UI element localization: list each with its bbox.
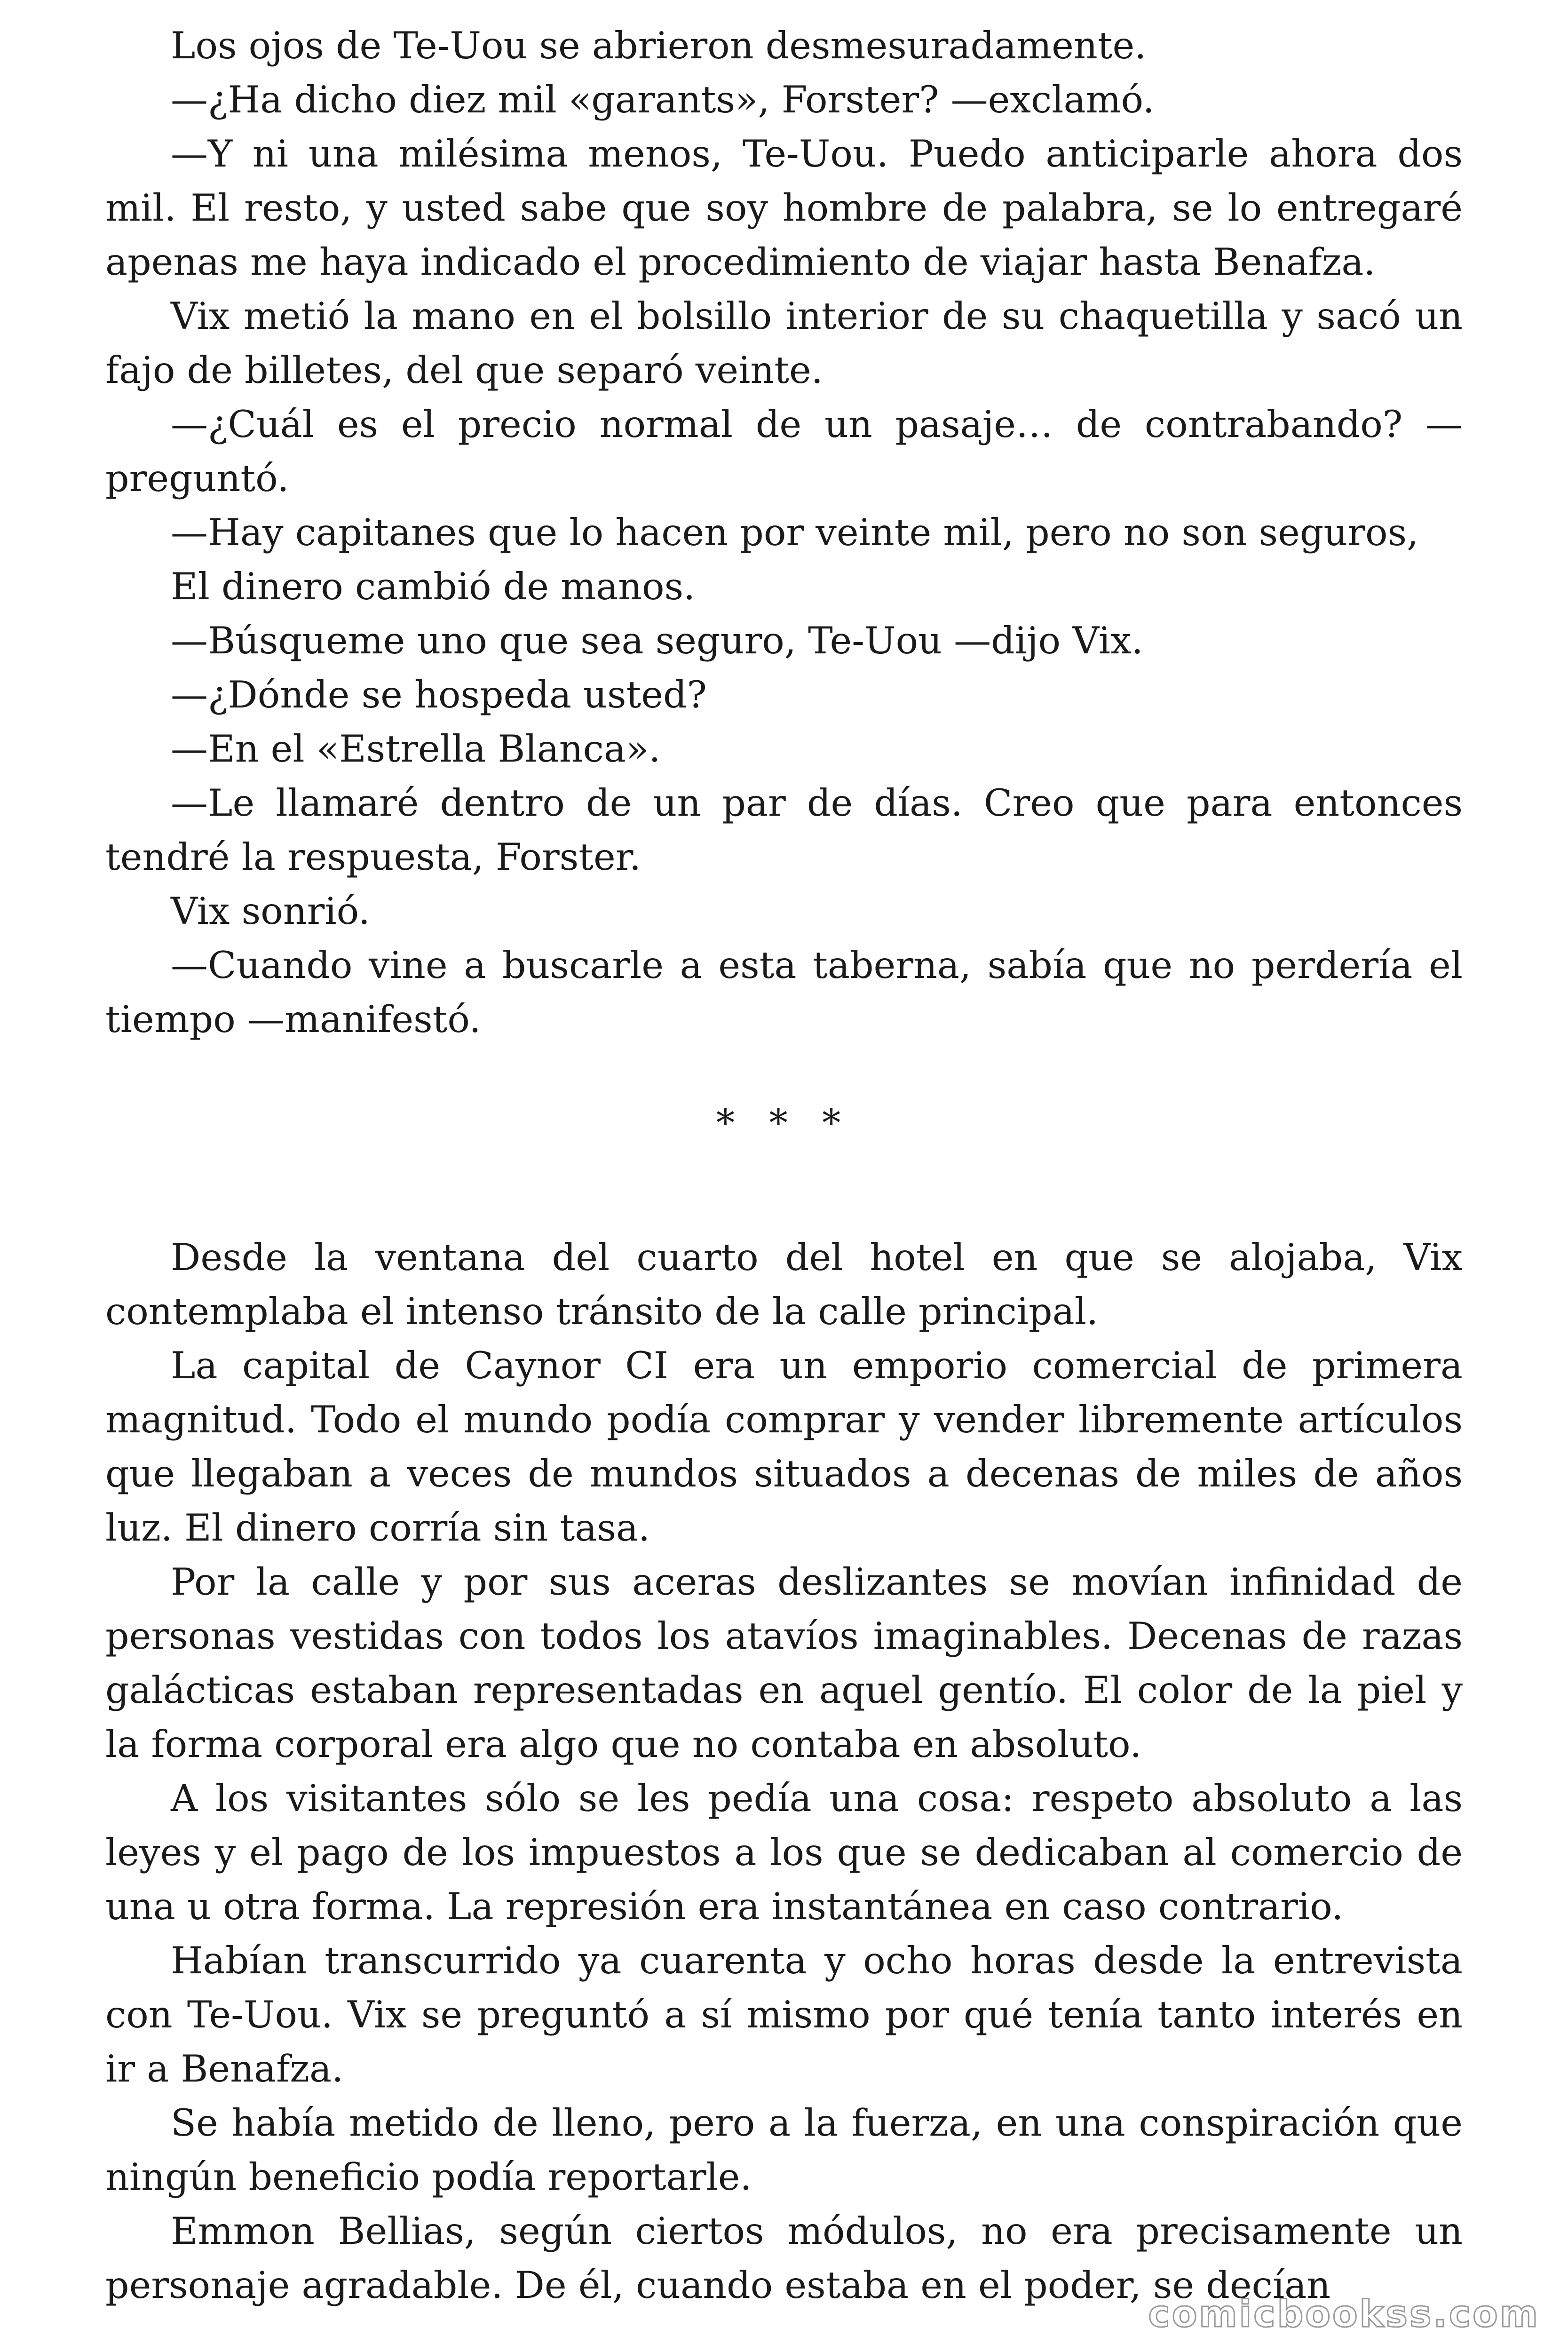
paragraph: La capital de Caynor CI era un emporio comercial de primera magnitud. Todo el mundo podía comprar y vender libremente artículos que llegaban a veces de mundos situados a decenas de miles de años luz. El dinero corría sin tasa. [105, 1344, 1463, 1549]
paragraph: Vix sonrió. [171, 890, 370, 933]
paragraph: El dinero cambió de manos. [171, 565, 696, 608]
paragraph: —Búsqueme uno que sea seguro, Te-Uou —dijo Vix. [171, 619, 1143, 662]
paragraph: —Le llamaré dentro de un par de días. Creo que para entonces tendré la respuesta, Forster. [105, 781, 1463, 879]
text-section-2 [105, 1231, 1463, 2312]
paragraph: Por la calle y por sus aceras deslizantes se movían infinidad de personas vestidas con todos los atavíos imaginables. Decenas de razas galácticas estaban representadas en aquel gentío. El color de la piel y la forma corporal era algo que no contaba en absoluto. [105, 1560, 1463, 1766]
paragraph: —Cuando vine a buscarle a esta taberna, sabía que no perdería el tiempo —manifestó. [105, 944, 1463, 1041]
paragraph: Emmon Bellias, según ciertos módulos, no era precisamente un personaje agradable. De él, cuando estaba en el poder, se decían [105, 2209, 1463, 2307]
paragraph: A los visitantes sólo se les pedía una cosa: respeto absoluto a las leyes y el pago de los impuestos a los que se dedicaban al comercio de una u otra forma. La represión era instantánea en caso contrario. [105, 1777, 1463, 1928]
paragraph: Vix metió la mano en el bolsillo interior de su chaquetilla y sacó un fajo de billetes, del que separó veinte. [105, 294, 1463, 392]
paragraph: Los ojos de Te-Uou se abrieron desmesuradamente. [171, 24, 1147, 67]
paragraph: Desde la ventana del cuarto del hotel en que se alojaba, Vix contemplaba el intenso tránsito de la calle principal. [105, 1236, 1463, 1333]
paragraph: Se había metido de lleno, pero a la fuerza, en una conspiración que ningún beneficio podía reportarle. [105, 2101, 1463, 2199]
paragraph: Habían transcurrido ya cuarenta y ocho horas desde la entrevista con Te-Uou. Vix se preguntó a sí mismo por qué tenía tanto interés en ir a Benafza. [105, 1939, 1463, 2090]
paragraph: —Y ni una milésima menos, Te-Uou. Puedo anticiparle ahora dos mil. El resto, y usted sabe que soy hombre de palabra, se lo entregaré apenas me haya indicado el procedimiento de viajar hasta Benafza. [105, 132, 1463, 284]
scene-separator: * * * [716, 1101, 852, 1144]
paragraph: —¿Dónde se hospeda usted? [171, 673, 707, 716]
paragraph: —En el «Estrella Blanca». [171, 727, 661, 771]
paragraph: —¿Ha dicho diez mil «garants», Forster? —exclamó. [171, 78, 1155, 121]
paragraph: —¿Cuál es el precio normal de un pasaje… de contrabando? — preguntó. [105, 403, 1463, 500]
paragraph: —Hay capitanes que lo hacen por veinte mil, pero no son seguros, [171, 511, 1419, 554]
watermark-logo: comicbookss.com [1148, 2293, 1540, 2336]
text-section-1 [105, 19, 1463, 1047]
